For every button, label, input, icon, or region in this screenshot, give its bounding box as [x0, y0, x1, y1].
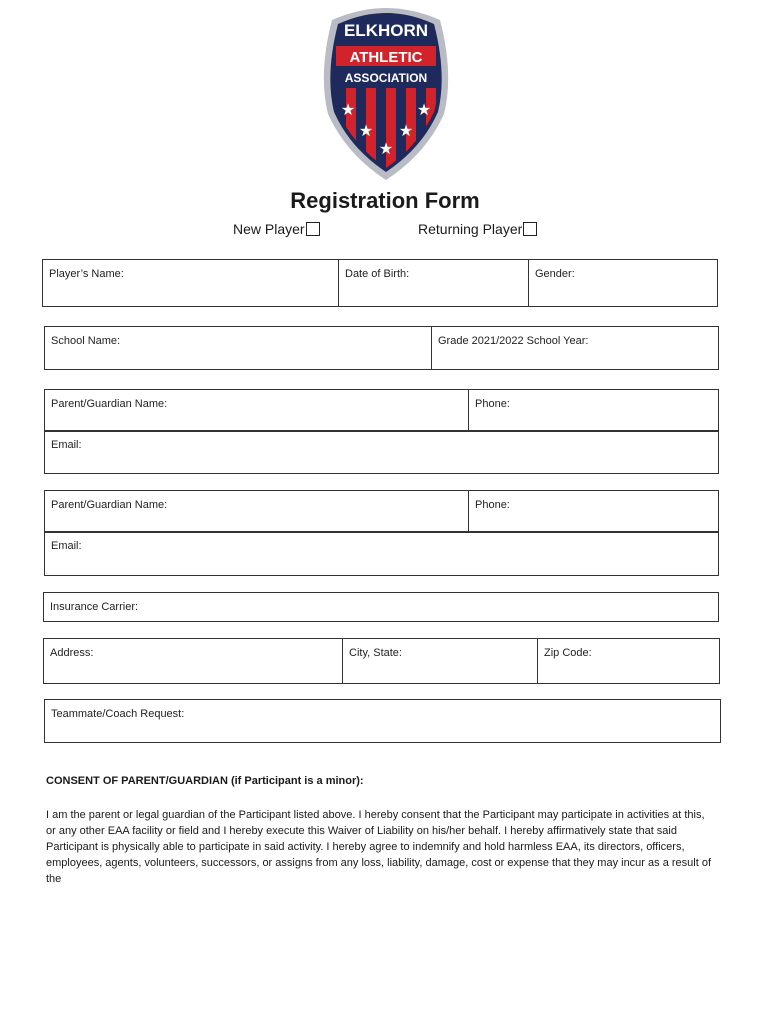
new-player-checkbox[interactable]: [306, 222, 320, 236]
insurance-carrier-label: Insurance Carrier:: [50, 601, 139, 613]
school-name-field[interactable]: [45, 327, 431, 369]
new-player-option: [233, 221, 320, 237]
guardian1-phone-field[interactable]: [468, 390, 718, 431]
star-icon: ★: [416, 100, 432, 119]
new-player-label: New Player: [233, 221, 305, 237]
guardian1-row: [44, 389, 719, 432]
guardian1-name-field[interactable]: [45, 390, 468, 431]
guardian2-name-field[interactable]: [45, 491, 468, 532]
guardian1-email-label: Email:: [51, 439, 82, 451]
insurance-carrier-field[interactable]: [44, 593, 718, 621]
guardian2-phone-label: Phone:: [475, 499, 510, 511]
consent-heading: CONSENT OF PARENT/GUARDIAN (if Participant is a minor):: [46, 775, 364, 787]
consent-body: I am the parent or legal guardian of the Participant listed above. I hereby consent that the Participant may participate in activities at this, or any other EAA facility or field and I hereby execute this Waiver of Liability on his/her behalf. I hereby affirmatively state that said Participant is physically able to participate in said activity. I hereby agree to indemnify and hold harmless EAA, its directors, officers, employees, agents, volunteers, successors, or assigns from any loss, liability, damage, cost or expense that they may incur as a result of the: [46, 809, 711, 885]
address-label: Address:: [50, 647, 94, 659]
logo-text-association: ASSOCIATION: [344, 71, 428, 85]
guardian2-name-label: Parent/Guardian Name:: [51, 499, 168, 511]
grade-field[interactable]: [431, 327, 718, 369]
guardian1-email-field[interactable]: [45, 431, 718, 473]
star-icon: ★: [398, 121, 414, 140]
guardian1-email-row: [44, 430, 719, 474]
logo-text-athletic: ATHLETIC: [349, 49, 423, 66]
zip-code-field[interactable]: [537, 639, 719, 683]
address-row: [43, 638, 720, 684]
guardian2-email-row: [44, 531, 719, 576]
gender-label: Gender:: [535, 268, 575, 280]
players-name-label: Player’s Name:: [49, 268, 124, 280]
player-info-row: [42, 259, 718, 307]
guardian2-email-field[interactable]: [45, 532, 718, 575]
elkhorn-logo: [318, 4, 454, 182]
school-name-label: School Name:: [51, 335, 121, 347]
guardian1-name-label: Parent/Guardian Name:: [51, 398, 168, 410]
grade-label: Grade 2021/2022 School Year:: [438, 335, 589, 347]
logo-text-elkhorn: ELKHORN: [343, 21, 429, 40]
guardian2-row: [44, 490, 719, 533]
returning-player-checkbox[interactable]: [523, 222, 537, 236]
school-row: [44, 326, 719, 370]
city-state-label: City, State:: [349, 647, 402, 659]
date-of-birth-field[interactable]: [338, 260, 528, 306]
star-icon: ★: [358, 121, 374, 140]
gender-field[interactable]: [528, 260, 717, 306]
form-title: Registration Form: [290, 188, 480, 213]
guardian1-phone-label: Phone:: [475, 398, 510, 410]
zip-code-label: Zip Code:: [544, 647, 592, 659]
city-state-field[interactable]: [342, 639, 537, 683]
returning-player-option: [418, 221, 537, 237]
star-icon: ★: [378, 139, 394, 158]
players-name-field[interactable]: [43, 260, 338, 306]
date-of-birth-label: Date of Birth:: [345, 268, 410, 280]
insurance-row: [43, 592, 719, 622]
teammate-request-label: Teammate/Coach Request:: [51, 708, 185, 720]
address-field[interactable]: [44, 639, 342, 683]
guardian2-phone-field[interactable]: [468, 491, 718, 532]
teammate-request-field[interactable]: [45, 700, 720, 742]
teammate-request-row: [44, 699, 721, 743]
star-icon: ★: [340, 100, 356, 119]
returning-player-label: Returning Player: [418, 221, 523, 237]
guardian2-email-label: Email:: [51, 540, 82, 552]
